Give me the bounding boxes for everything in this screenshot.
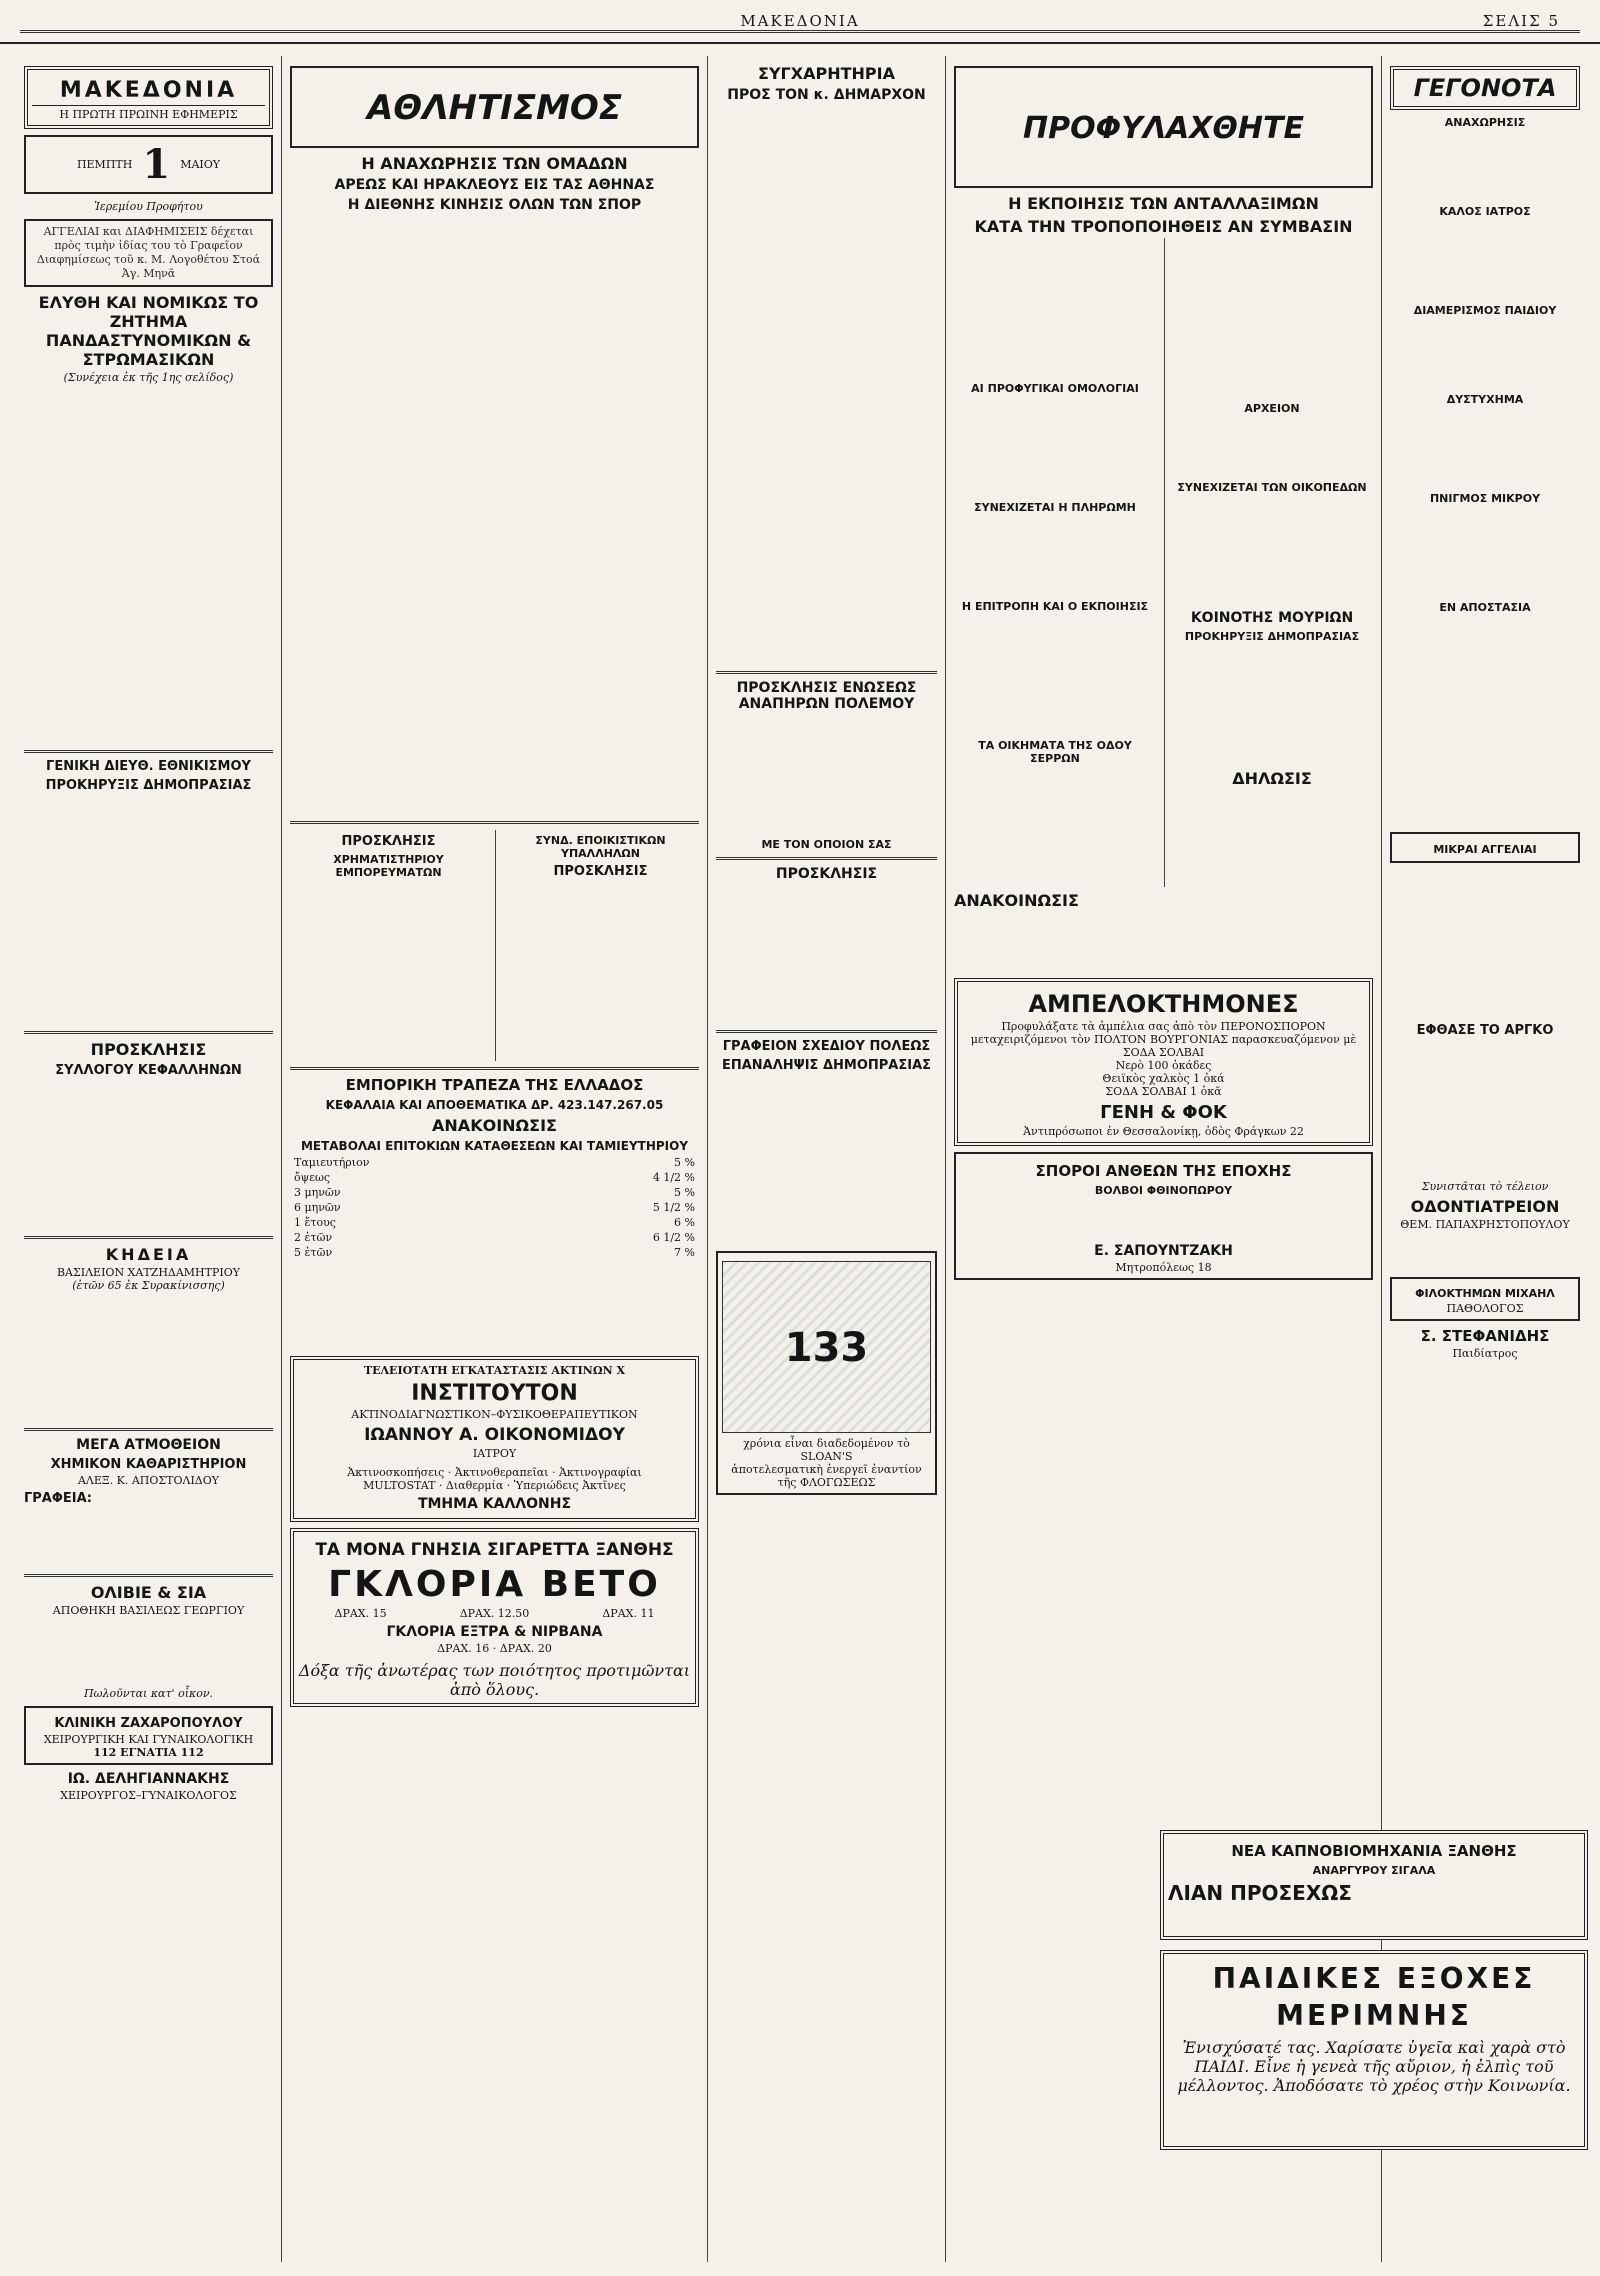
sale-heading: Η ΕΚΠΟΙΗΣΙΣ ΤΩΝ ΑΝΤΑΛΛΑΞΙΜΩΝ: [1008, 194, 1319, 213]
mouria-heading: ΚΟΙΝΟΤΗΣ ΜΟΥΡΙΩΝ: [1190, 610, 1354, 626]
invitation-heading: ΠΡΟΣΚΛΗΣΙΣ: [90, 1040, 207, 1059]
page-number: ΣΕΛΙΣ 5: [1482, 12, 1560, 30]
rate-term: 2 ἐτῶν: [294, 1231, 333, 1244]
congrats-heading: ΣΥΓΧΑΡΗΤΗΡΙΑ: [758, 64, 895, 83]
exchange-notice: ΠΡΟΣΚΛΗΣΙΣ ΧΡΗΜΑΤΙΣΤΗΡΙΟΥ ΕΜΠΟΡΕΥΜΑΤΩΝ: [333, 834, 444, 879]
logo-subtitle: Η ΠΡΩΤΗ ΠΡΩΙΝΗ ΕΦΗΜΕΡΙΣ: [32, 105, 265, 121]
sports-body: [290, 215, 699, 815]
sports-head-3: Η ΔΙΕΘΝΗΣ ΚΙΝΗΣΙΣ ΟΛΩΝ ΤΩΝ ΣΠΟΡ: [347, 197, 642, 213]
argko-heading: ΕΦΘΑΣΕ ΤΟ ΑΡΓΚΟ: [1416, 1023, 1554, 1038]
laundry-title: ΜΕΓΑ ΑΤΜΟΘΕΙΟΝ: [76, 1437, 221, 1453]
rate-term: Ταμιευτήριον: [294, 1156, 370, 1169]
masthead: [0, 0, 1600, 44]
xray-ad: ΤΕΛΕΙΟΤΑΤΗ ΕΓΚΑΤΑΣΤΑΣΙΣ ΑΚΤΙΝΩΝ Χ ΙΝΣΤΙΤΟΥΤΟΝ ΑΚΤΙΝΟΔΙΑΓΝΩΣΤΙΚΟΝ–ΦΥΣΙΚΟΘΕΡΑΠΕΥΤΙΚΟΝ ΙΩΑΝΝΟΥ Α. ΟΙΚΟΝΟΜΙΔΟΥ ΙΑΤΡΟΥ Ἀκτινοσκοπήσεις · Ἀκτινοθεραπεῖαι · Ἀκτινογραφίαι MULTOSTAT · Διαθερμία · Ὑπεριώδεις Ἀκτῖνες ΤΜΗΜΑ ΚΑΛΛΟΝΗΣ: [290, 1356, 699, 1522]
sports-title: ΑΘΛΗΤΙΣΜΟΣ: [366, 88, 623, 128]
bank-subtitle: ΜΕΤΑΒΟΛΑΙ ΕΠΙΤΟΚΙΩΝ ΚΑΤΑΘΕΣΕΩΝ ΚΑΙ ΤΑΜΙΕΥΤΗΡΙΟΥ: [300, 1139, 689, 1153]
congrats-subheading: ΠΡΟΣ ΤΟΝ κ. ΔΗΜΑΡΧΟΝ: [727, 87, 926, 103]
prevention-title: ΠΡΟΦΥΛΑΧΘΗΤΕ: [1023, 110, 1304, 146]
rate-value: 4 1/2 %: [652, 1171, 695, 1184]
sports-head-2: ΑΡΕΩΣ ΚΑΙ ΗΡΑΚΛΕΟΥΣ ΕΙΣ ΤΑΣ ΑΘΗΝΑΣ: [334, 177, 655, 193]
clinic-title: ΚΛΙΝΙΚΗ ΖΑΧΑΡΟΠΟΥΛΟΥ: [54, 1716, 243, 1731]
cigarette-ad: ΤΑ ΜΟΝΑ ΓΝΗΣΙΑ ΣΙΓΑΡΕΤΤΑ ΞΑΝΘΗΣ ΓΚΛΟΡΙΑ ΒΕΤΟ ΔΡΑΧ. 15 ΔΡΑΧ. 12.50 ΔΡΑΧ. 11 ΓΚΛΟΡΙΑ ΕΞΤΡΑ & ΝΙΡΒΑΝΑ ΔΡΑΧ. 16 · ΔΡΑΧ. 20 Δόξα τῆς ἀνωτέρας των ποιότητος προτιμῶνται ἀπὸ ὅλους.: [290, 1528, 699, 1707]
date-saint: Ἱερεμίου Προφήτου: [94, 200, 203, 213]
rate-row: [290, 1200, 699, 1215]
invitation-body: [24, 1080, 273, 1230]
vines-firm: ΓΕΝΗ & ΦΟΚ: [1100, 1102, 1227, 1123]
rate-value: 7 %: [674, 1246, 695, 1259]
column-3: [708, 56, 946, 2262]
clinic-subtitle: ΧΕΙΡΟΥΡΓΙΚΗ ΚΑΙ ΓΥΝΑΙΚΟΛΟΓΙΚΗ: [43, 1733, 254, 1746]
events-title: ΓΕΓΟΝΟΤΑ: [1413, 74, 1557, 102]
masthead-rule: [20, 30, 1580, 33]
rate-row: [290, 1230, 699, 1245]
pediatrician-title: Σ. ΣΤΕΦΑΝΙΔΗΣ: [1420, 1327, 1550, 1345]
ads-notice: ΑΓΓΕΛΙΑΙ και ΔΙΑΦΗΜΙΣΕΙΣ δέχεται πρὸς τιμὴν ἰδίας του τὸ Γραφεῖον Διαφημίσεως τοῦ κ. Μ. Λογοθέτου Στοά Ἀγ. Μηνᾶ: [24, 219, 273, 287]
logo-title: ΜΑΚΕΔΟΝΙΑ: [59, 78, 238, 103]
announcement-heading: ΑΝΑΚΟΙΝΩΣΙΣ: [954, 891, 1079, 910]
funeral-age: (ἐτῶν 65 ἐκ Συρακίνισσης): [72, 1279, 225, 1292]
masthead-paper: ΜΑΚΕΔΟΝΙΑ: [740, 12, 860, 30]
rate-row: [290, 1155, 699, 1170]
notice-body: [24, 795, 273, 1025]
small-ads-header: ΜΙΚΡΑΙ ΑΓΓΕΛΙΑΙ: [1390, 832, 1580, 863]
funeral-heading: ΚΗΔΕΙΑ: [105, 1245, 192, 1264]
vines-title: ΑΜΠΕΛΟΚΤΗΜΟΝΕΣ: [1028, 990, 1299, 1018]
bank-name: ΕΜΠΟΡΙΚΗ ΤΡΑΠΕΖΑ ΤΗΣ ΕΛΛΑΔΟΣ: [345, 1076, 644, 1094]
date-day: ΠΕΜΠΤΗ: [76, 158, 133, 171]
sale-subheading: ΚΑΤΑ ΤΗΝ ΤΡΟΠΟΠΟΙΗΘΕΙΣ ΑΝ ΣΥΜΒΑΣΙΝ: [974, 217, 1353, 236]
sloans-illustration: [722, 1261, 931, 1433]
column-4: ΠΡΟΦΥΛΑΧΘΗΤΕ Η ΕΚΠΟΙΗΣΙΣ ΤΩΝ ΑΝΤΑΛΛΑΞΙΜΩΝ ΚΑΤΑ ΤΗΝ ΤΡΟΠΟΠΟΙΗΘΕΙΣ ΑΝ ΣΥΜΒΑΣΙΝ ΑΙ ΠΡΟΦΥΓΙΚΑΙ ΟΜΟΛΟΓΙΑΙ ΣΥΝΕΧΙΖΕΤΑΙ Η ΠΛΗΡΩΜΗ Η ΕΠΙΤΡΟΠΗ ΚΑΙ Ο ΕΚΠΟΙΗΣΙΣ ΤΑ ΟΙΚΗΜΑΤΑ ΤΗΣ ΟΔΟΥ ΣΕΡΡΩΝ ΑΡΧΕΙΟΝ ΣΥΝΕΧΙΖΕΤΑΙ ΤΩΝ ΟΙΚΟΠΕΔΩΝ ΚΟΙΝΟΤΗΣ ΜΟΥΡΙΩΝ ΠΡΟΚΗΡΥΞΙΣ ΔΗΜΟΠΡΑΣΙΑΣ ΔΗΛΩΣΙΣ ΑΝΑΚΟΙΝΩΣΙΣ ΑΜΠΕΛΟΚΤΗΜΟΝΕΣ Προφυλάξατε τὰ ἀμπέλια σας ἀπὸ τὸν ΠΕΡΟΝΟΣΠΟΡΟΝ μεταχειριζόμενοι τὸν ΠΟΛΤΟΝ ΒΟΥΡΓΟΝΙΑΣ παρασκευαζόμενον μὲ ΣΟΔΑ ΣΟΛΒΑΙ Νερὸ 100 ὀκάδες Θειϊκὸς χαλκὸς 1 ὀκά ΣΟΔΑ ΣΟΛΒΑΙ 1 ὀκᾶ ΓΕΝΗ & ΦΟΚ Ἀντιπρόσωποι ἐν Θεσσαλονίκῃ, ὁδὸς Φράγκων 22 ΣΠΟΡΟΙ ΑΝΘΕΩΝ ΤΗΣ ΕΠΟΧΗΣ ΒΟΛΒΟΙ ΦΘΙΝΟΠΩΡΟΥ Ε. ΣΑΠΟΥΝΤΖΑΚΗ Μητροπόλεως 18: [946, 56, 1382, 2262]
rate-row: [290, 1170, 699, 1185]
dentist-title: ΟΔΟΝΤΙΑΤΡΕΙΟΝ: [1410, 1197, 1560, 1216]
date-number: 1: [142, 141, 171, 188]
olivie-title: ΟΛΙΒΙΕ & ΣΙΑ: [90, 1583, 207, 1602]
laundry-subtitle: ΧΗΜΙΚΟΝ ΚΑΘΑΡΙΣΤΗΡΙΟΝ: [50, 1457, 247, 1472]
prevention-banner: [954, 66, 1373, 188]
laundry-offices: ΓΡΑΦΕΙΑ:: [24, 1491, 92, 1506]
planning-subtitle: ΕΠΑΝΑΛΗΨΙΣ ΔΗΜΟΠΡΑΣΙΑΣ: [721, 1058, 932, 1073]
cigarette-brand: ΓΚΛΟΡΙΑ ΒΕΤΟ: [328, 1564, 661, 1605]
paper-logo: [24, 66, 273, 129]
rate-value: 5 %: [674, 1156, 695, 1169]
sports-head-1: Η ΑΝΑΧΩΡΗΣΙΣ ΤΩΝ ΟΜΑΔΩΝ: [361, 154, 628, 173]
rate-term: 5 ἐτῶν: [294, 1246, 333, 1259]
xray-doctor: ΙΩΑΝΝΟΥ Α. ΟΙΚΟΝΟΜΙΔΟΥ: [364, 1425, 625, 1445]
clinic-address: 112 ΕΓΝΑΤΙΑ 112: [93, 1746, 204, 1759]
rate-row: [290, 1185, 699, 1200]
vines-ad: ΑΜΠΕΛΟΚΤΗΜΟΝΕΣ Προφυλάξατε τὰ ἀμπέλια σας ἀπὸ τὸν ΠΕΡΟΝΟΣΠΟΡΟΝ μεταχειριζόμενοι τὸν ΠΟΛΤΟΝ ΒΟΥΡΓΟΝΙΑΣ παρασκευαζόμενον μὲ ΣΟΔΑ ΣΟΛΒΑΙ Νερὸ 100 ὀκάδες Θειϊκὸς χαλκὸς 1 ὀκά ΣΟΔΑ ΣΟΛΒΑΙ 1 ὀκᾶ ΓΕΝΗ & ΦΟΚ Ἀντιπρόσωποι ἐν Θεσσαλονίκῃ, ὁδὸς Φράγκων 22: [954, 978, 1373, 1146]
rate-value: 5 1/2 %: [652, 1201, 695, 1214]
laundry-owner: ΑΛΕΞ. Κ. ΑΠΟΣΤΟΛΙΔΟΥ: [77, 1474, 220, 1487]
events-banner: [1390, 66, 1580, 110]
rate-term: 6 μηνῶν: [294, 1201, 341, 1214]
doctor-subtitle: ΧΕΙΡΟΥΡΓΟΣ–ΓΥΝΑΙΚΟΛΟΓΟΣ: [60, 1789, 237, 1802]
notice-heading: ΓΕΝΙΚΗ ΔΙΕΥΘ. ΕΘΝΙΚΙΣΜΟΥ: [46, 759, 251, 774]
rate-value: 6 1/2 %: [652, 1231, 695, 1244]
olivie-footer: Πωλοῦνται κατ' οἶκον.: [83, 1687, 214, 1700]
children-camps-ad: ΠΑΙΔΙΚΕΣ ΕΞΟΧΕΣ ΜΕΡΙΜΝΗΣ Ἐνισχύσατέ τας. Χαρίσατε ὑγεῖα καὶ χαρὰ στὸ ΠΑΙΔΙ. Εἶνε ἡ γενεὰ τῆς αὔριον, ἡ ἐλπὶς τοῦ μέλλοντος. Ἀποδόσατε τὸ χρέος στὴν Κοινωνία.: [1160, 1950, 1588, 2150]
congrats-body: [716, 105, 937, 665]
olivie-subtitle: ΑΠΟΘΗΚΗ ΒΑΣΙΛΕΩΣ ΓΕΩΡΓΙΟΥ: [52, 1604, 245, 1617]
planning-office: ΓΡΑΦΕΙΟΝ ΣΧΕΔΙΟΥ ΠΟΛΕΩΣ: [722, 1039, 931, 1054]
rate-row: [290, 1245, 699, 1260]
seeds-ad: ΣΠΟΡΟΙ ΑΝΘΕΩΝ ΤΗΣ ΕΠΟΧΗΣ ΒΟΛΒΟΙ ΦΘΙΝΟΠΩΡΟΥ Ε. ΣΑΠΟΥΝΤΖΑΚΗ Μητροπόλεως 18: [954, 1152, 1373, 1280]
article-heading: ΕΛΥΘΗ ΚΑΙ ΝΟΜΙΚΩΣ ΤΟ ΖΗΤΗΜΑ ΠΑΝΔΑΣΤΥΝΟΜΙΚΩΝ & ΣΤΡΩΜΑΣΙΚΩΝ: [38, 293, 259, 369]
doctor-title: ΙΩ. ΔΕΛΗΓΙΑΝΝΑΚΗΣ: [67, 1771, 230, 1787]
rate-term: 1 ἔτους: [294, 1216, 336, 1229]
veterans-notice: ΠΡΟΣΚΛΗΣΙΣ ΕΝΩΣΕΩΣ ΑΝΑΠΗΡΩΝ ΠΟΛΕΜΟΥ: [736, 680, 917, 712]
column-1: [16, 56, 282, 2262]
notice-subheading: ΠΡΟΚΗΡΥΞΙΣ ΔΗΜΟΠΡΑΣΙΑΣ: [45, 778, 252, 793]
rate-term: 3 μηνῶν: [294, 1186, 341, 1199]
bank-capital: ΚΕΦΑΛΑΙΑ ΚΑΙ ΑΠΟΘΕΜΑΤΙΚΑ ΔΡ. 423.147.267.05: [325, 1098, 664, 1112]
rate-term: ὄψεως: [294, 1171, 331, 1184]
second-notice: ΠΡΟΣΚΛΗΣΙΣ: [775, 866, 878, 882]
sloans-ad: 133 χρόνια εἶναι διαδεδομένον τὸ SLOAN'S ἀποτελεσματικὴ ἐνεργεῖ ἐναντίον τῆς ΦΛΟΓΩΣΕΩΣ: [716, 1251, 937, 1495]
declaration-heading: ΔΗΛΩΣΙΣ: [1232, 769, 1312, 788]
column-5: ΓΕΓΟΝΟΤΑ ΑΝΑΧΩΡΗΣΙΣ ΚΑΛΟΣ ΙΑΤΡΟΣ ΔΙΑΜΕΡΙΣΜΟΣ ΠΑΙΔΙΟΥ ΔΥΣΤΥΧΗΜΑ ΠΝΙΓΜΟΣ ΜΙΚΡΟΥ ΕΝ ΑΠΟΣΤΑΣΙΑ ΜΙΚΡΑΙ ΑΓΓΕΛΙΑΙ ΕΦΘΑΣΕ ΤΟ ΑΡΓΚΟ Συνιστᾶται τὸ τέλειον ΟΔΟΝΤΙΑΤΡΕΙΟΝ ΘΕΜ. ΠΑΠΑΧΡΗΣΤΟΠΟΥΛΟΥ ΦΙΛΟΚΤΗΜΩΝ ΜΙΧΑΗΛ ΠΑΘΟΛΟΓΟΣ Σ. ΣΤΕΦΑΝΙΔΗΣ Παιδίατρος: [1382, 56, 1588, 2262]
sloans-number: 133: [784, 1325, 869, 1371]
sports-banner: [290, 66, 699, 148]
article-note: (Συνέχεια ἐκ τῆς 1ης σελίδος): [63, 371, 234, 384]
rate-value: 5 %: [674, 1186, 695, 1199]
physician-ad: ΦΙΛΟΚΤΗΜΩΝ ΜΙΧΑΗΛ ΠΑΘΟΛΟΓΟΣ: [1390, 1277, 1580, 1321]
rate-row: [290, 1215, 699, 1230]
funeral-name: ΒΑΣΙΛΕΙΟΝ ΧΑΤΖΗΔΑΜΗΤΡΙΟΥ: [56, 1266, 241, 1279]
bank-announcement: ΑΝΑΚΟΙΝΩΣΙΣ: [432, 1116, 557, 1135]
funeral-body: [24, 1292, 273, 1422]
rate-value: 6 %: [674, 1216, 695, 1229]
article-body: [24, 384, 273, 744]
xray-institute: ΙΝΣΤΙΤΟΥΤΟΝ: [411, 1381, 578, 1406]
veterans-invite: ΜΕ ΤΟΝ ΟΠΟΙΟΝ ΣΑΣ: [761, 838, 892, 851]
column-2: [282, 56, 708, 2262]
xanthi-tobacco-ad: ΝΕΑ ΚΑΠΝΟΒΙΟΜΗΧΑΝΙΑ ΞΑΝΘΗΣ ΑΝΑΡΓΥΡΟΥ ΣΙΓΑΛΑ ΛΙΑΝ ΠΡΟΣΕΧΩΣ: [1160, 1830, 1588, 1940]
rates-table: [290, 1155, 699, 1260]
date-month: ΜΑΙΟΥ: [180, 158, 221, 171]
clinic-ad: [24, 1706, 273, 1765]
date-box: [24, 135, 273, 194]
union-notice: ΣΥΝΔ. ΕΠΟΙΚΙΣΤΙΚΩΝ ΥΠΑΛΛΗΛΩΝ ΠΡΟΣΚΛΗΣΙΣ: [495, 830, 699, 1061]
invitation-subheading: ΣΥΛΛΟΓΟΥ ΚΕΦΑΛΛΗΝΩΝ: [55, 1063, 242, 1078]
